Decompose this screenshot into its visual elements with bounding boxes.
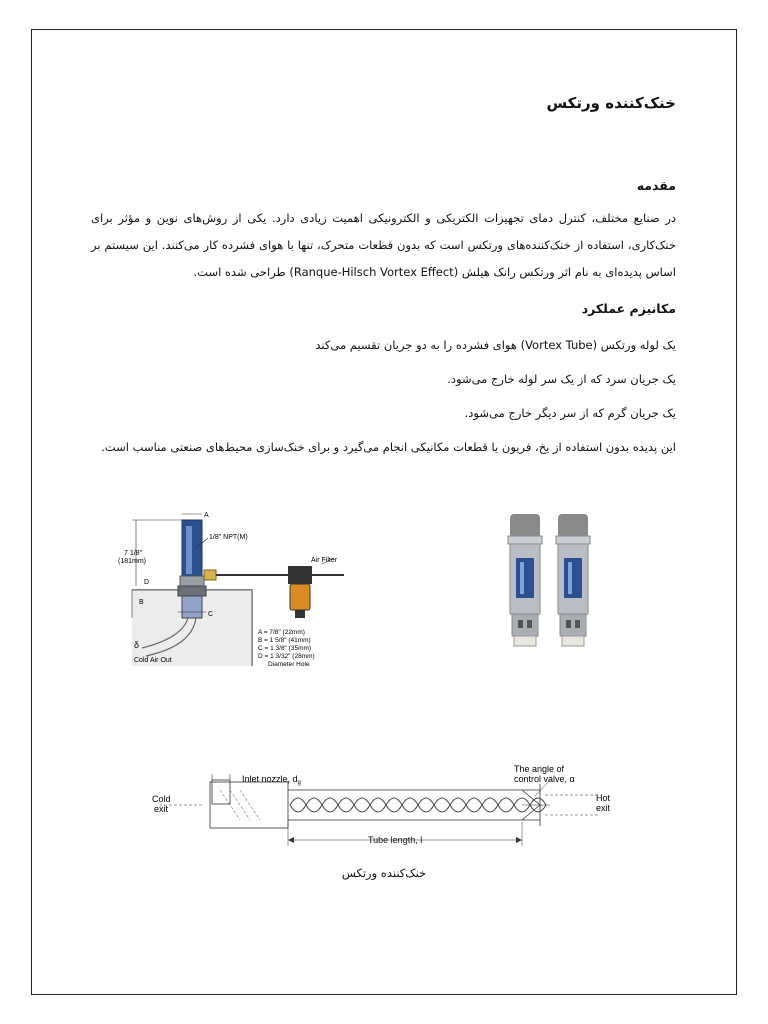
dim-d: D = 1 3/32" (28mm) — [258, 653, 315, 660]
label-cold-air-out: Cold Air Out — [134, 657, 172, 664]
label-height-mm: (181mm) — [118, 558, 147, 565]
vortex-tube-right — [556, 514, 590, 646]
mechanism-heading: مکانیزم عملکرد — [581, 301, 676, 316]
mechanism-line-1: یک لوله ورتکس (Vortex Tube) هوای فشرده را به دو جریان تقسیم می‌کند — [315, 338, 676, 352]
vortex-tube-schematic — [140, 760, 630, 860]
label-hot-2: exit — [596, 803, 611, 813]
mechanism-line-2: یک جریان سرد که از یک سر لوله خارج می‌شود. — [447, 372, 676, 386]
intro-paragraph: در صنایع مختلف، کنترل دمای تجهیزات الکتریکی و الکترونیکی اهمیت زیادی دارد. یکی از روش‌های نوین و مؤثر برای خنک‌کاری، استفاده از خنک‌کننده‌های ورتکس است که بدون قطعات متحرک، تنها با هوای فشرده کار می‌کنند. این سیستم بر اساس پدیده‌ای به نام اثر ورتکس رانک هیلش (Ranque-Hilsch Vortex Effect) طراحی شده است. — [91, 211, 676, 279]
mechanism-line-3: یک جریان گرم که از سر دیگر خارج می‌شود. — [464, 406, 676, 420]
dim-hole: Diameter Hole — [268, 661, 310, 668]
dim-b: B = 1 5/8" (41mm) — [258, 637, 311, 644]
label-hot-1: Hot — [596, 793, 611, 803]
vortex-tubes-photo — [490, 508, 610, 668]
label-b: B — [139, 599, 144, 606]
installation-diagram — [112, 506, 364, 678]
dim-c: C = 1 3/8" (35mm) — [258, 645, 312, 652]
label-angle-2: control valve, α — [514, 774, 575, 784]
label-air-filter: Air Filter — [311, 557, 338, 564]
label-d: D — [144, 579, 150, 586]
intro-heading: مقدمه — [636, 178, 676, 193]
label-angle-1: The angle of — [514, 764, 565, 774]
label-inlet-nozzle: Inlet nozzle, $d_g$ — [242, 774, 301, 786]
label-c: C — [208, 611, 214, 618]
hose-end-icon: δ — [134, 640, 140, 650]
figure-caption: خنک‌کننده ورتکس — [341, 866, 427, 880]
page-title: خنک‌کننده ورتکس — [546, 94, 676, 112]
dim-a: A = 7/8" (22mm) — [258, 629, 305, 636]
label-tube-length: Tube length, l — [368, 835, 423, 845]
label-cold-2: exit — [154, 804, 169, 814]
vortex-tube-left — [508, 514, 542, 646]
label-npt: 1/8" NPT(M) — [209, 534, 248, 541]
label-height-in: 7 1/8" — [124, 550, 143, 557]
label-a: A — [204, 512, 209, 519]
mechanism-line-4: این پدیده بدون استفاده از یخ، فریون یا قطعات مکانیکی انجام می‌گیرد و برای خنک‌سازی محیط‌های صنعتی مناسب است. — [101, 440, 676, 454]
label-cold-1: Cold — [152, 794, 171, 804]
